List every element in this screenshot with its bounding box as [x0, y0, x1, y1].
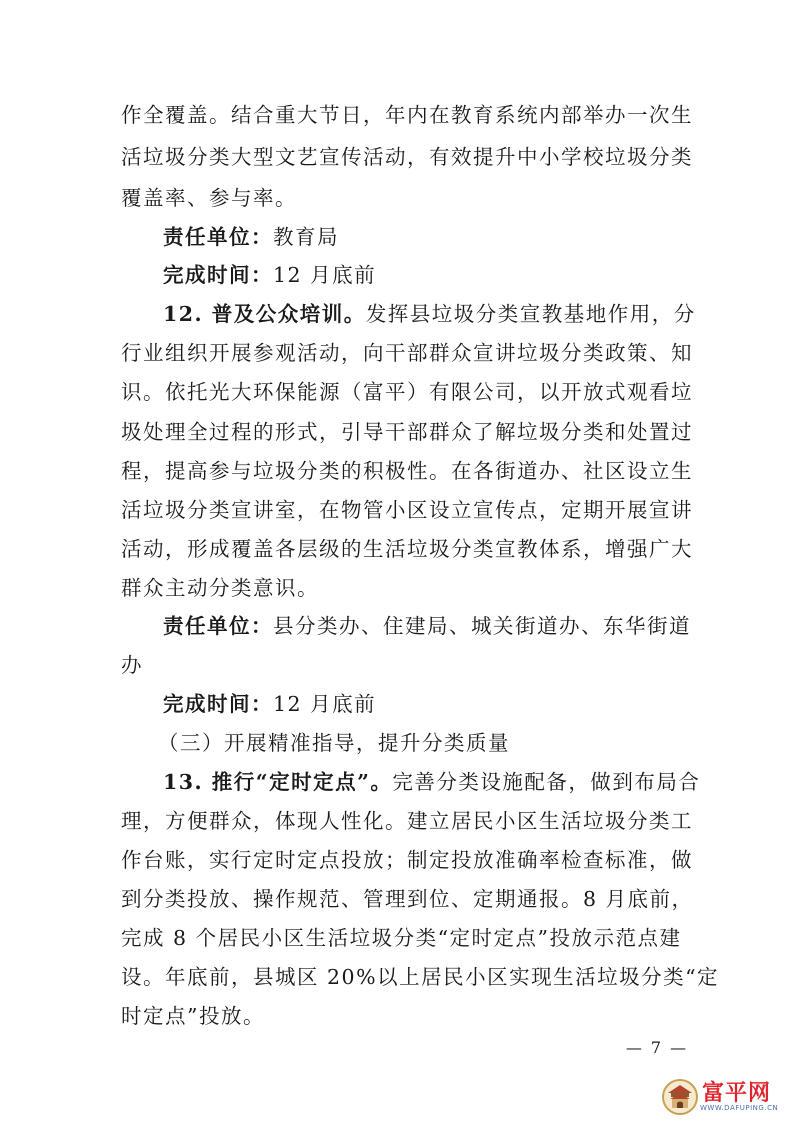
- line-text: 时定点”投放。: [121, 1004, 265, 1028]
- line-text: 识。依托光大环保能源（富平）有限公司，以开放式观看垃: [121, 380, 693, 404]
- item-heading-line: [163, 764, 701, 800]
- line-text: 到分类投放、操作规范、管理到位、定期通报。8 月底前，: [121, 887, 694, 911]
- line-text: 作台账，实行定时定点投放；制定投放准确率检查标准，做: [121, 848, 693, 872]
- paragraph-line: [121, 139, 693, 175]
- responsible-unit-line: [163, 219, 681, 255]
- completion-time-line: [163, 686, 681, 722]
- gate-tower-icon: [662, 1077, 698, 1117]
- line-text: 活垃圾分类大型文艺宣传活动，有效提升中小学校垃圾分类: [121, 145, 693, 169]
- paragraph-line: [121, 959, 720, 995]
- line-text: 作全覆盖。结合重大节日，年内在教育系统内部举办一次生: [121, 103, 693, 127]
- line-text: 覆盖率、参与率。: [121, 186, 297, 210]
- item-heading-line: [163, 296, 696, 332]
- watermark-url: WWW.DAFUPING.CN: [700, 1104, 779, 1112]
- line-text: 设。年底前，县城区 20%以上居民小区实现生活垃圾分类“定: [121, 965, 720, 989]
- line-text: 行业组织开展参观活动，向干部群众宣讲垃圾分类政策、知: [121, 341, 693, 365]
- section-heading-text: （三）开展精准指导，提升分类质量: [158, 731, 510, 755]
- responsible-unit-label: 责任单位：: [163, 225, 273, 249]
- completion-time-value: 12 月底前: [273, 263, 377, 287]
- watermark-site-name: 富平网: [702, 1081, 772, 1106]
- responsible-unit-label: 责任单位：: [163, 614, 273, 638]
- paragraph-line: [121, 842, 693, 878]
- line-text: 活垃圾分类宣讲室，在物管小区设立宣传点，定期开展宣讲: [121, 498, 693, 522]
- item-heading: 13. 推行“定时定点”。: [163, 770, 393, 794]
- paragraph-line: [121, 453, 693, 489]
- line-text: 程，提高参与垃圾分类的积极性。在各街道办、社区设立生: [121, 459, 693, 483]
- completion-time-label: 完成时间：: [163, 692, 273, 716]
- completion-time-value: 12 月底前: [273, 692, 377, 716]
- watermark-logo: [662, 1076, 788, 1118]
- paragraph-line: [121, 570, 681, 606]
- line-text: 理，方便群众，体现人性化。建立居民小区生活垃圾分类工: [121, 809, 693, 833]
- paragraph-line: [121, 414, 693, 450]
- completion-time-line: [163, 257, 681, 293]
- paragraph-line: [121, 374, 693, 410]
- line-text: 发挥县垃圾分类宣教基地作用，分: [365, 302, 696, 326]
- line-text: 圾处理全过程的形式，引导干部群众了解垃圾分类和处置过: [121, 420, 693, 444]
- paragraph-line: [121, 803, 693, 839]
- item-heading: 12. 普及公众培训。: [163, 302, 366, 326]
- line-text: 完成 8 个居民小区生活垃圾分类“定时定点”投放示范点建: [121, 926, 682, 950]
- paragraph-line: [121, 998, 681, 1034]
- paragraph-line: [121, 97, 693, 133]
- section-heading: [158, 725, 676, 761]
- responsible-unit-value: 教育局: [273, 225, 339, 249]
- paragraph-line: [121, 335, 693, 371]
- line-text: 完善分类设施配备，做到布局合: [392, 770, 701, 794]
- page-number: — 7 —: [625, 1038, 689, 1057]
- paragraph-line: [121, 531, 693, 567]
- paragraph-line: [121, 492, 693, 528]
- line-text: 活动，形成覆盖各层级的生活垃圾分类宣教体系，增强广大: [121, 537, 693, 561]
- paragraph-line: [121, 180, 681, 216]
- paragraph-line: [121, 647, 681, 683]
- completion-time-label: 完成时间：: [163, 263, 273, 287]
- paragraph-line: [121, 881, 694, 917]
- paragraph-line: [121, 920, 681, 956]
- line-text: 办: [121, 653, 143, 677]
- responsible-unit-value: 县分类办、住建局、城关街道办、东华街道: [273, 614, 691, 638]
- line-text: 群众主动分类意识。: [121, 576, 319, 600]
- responsible-unit-line: [163, 608, 691, 644]
